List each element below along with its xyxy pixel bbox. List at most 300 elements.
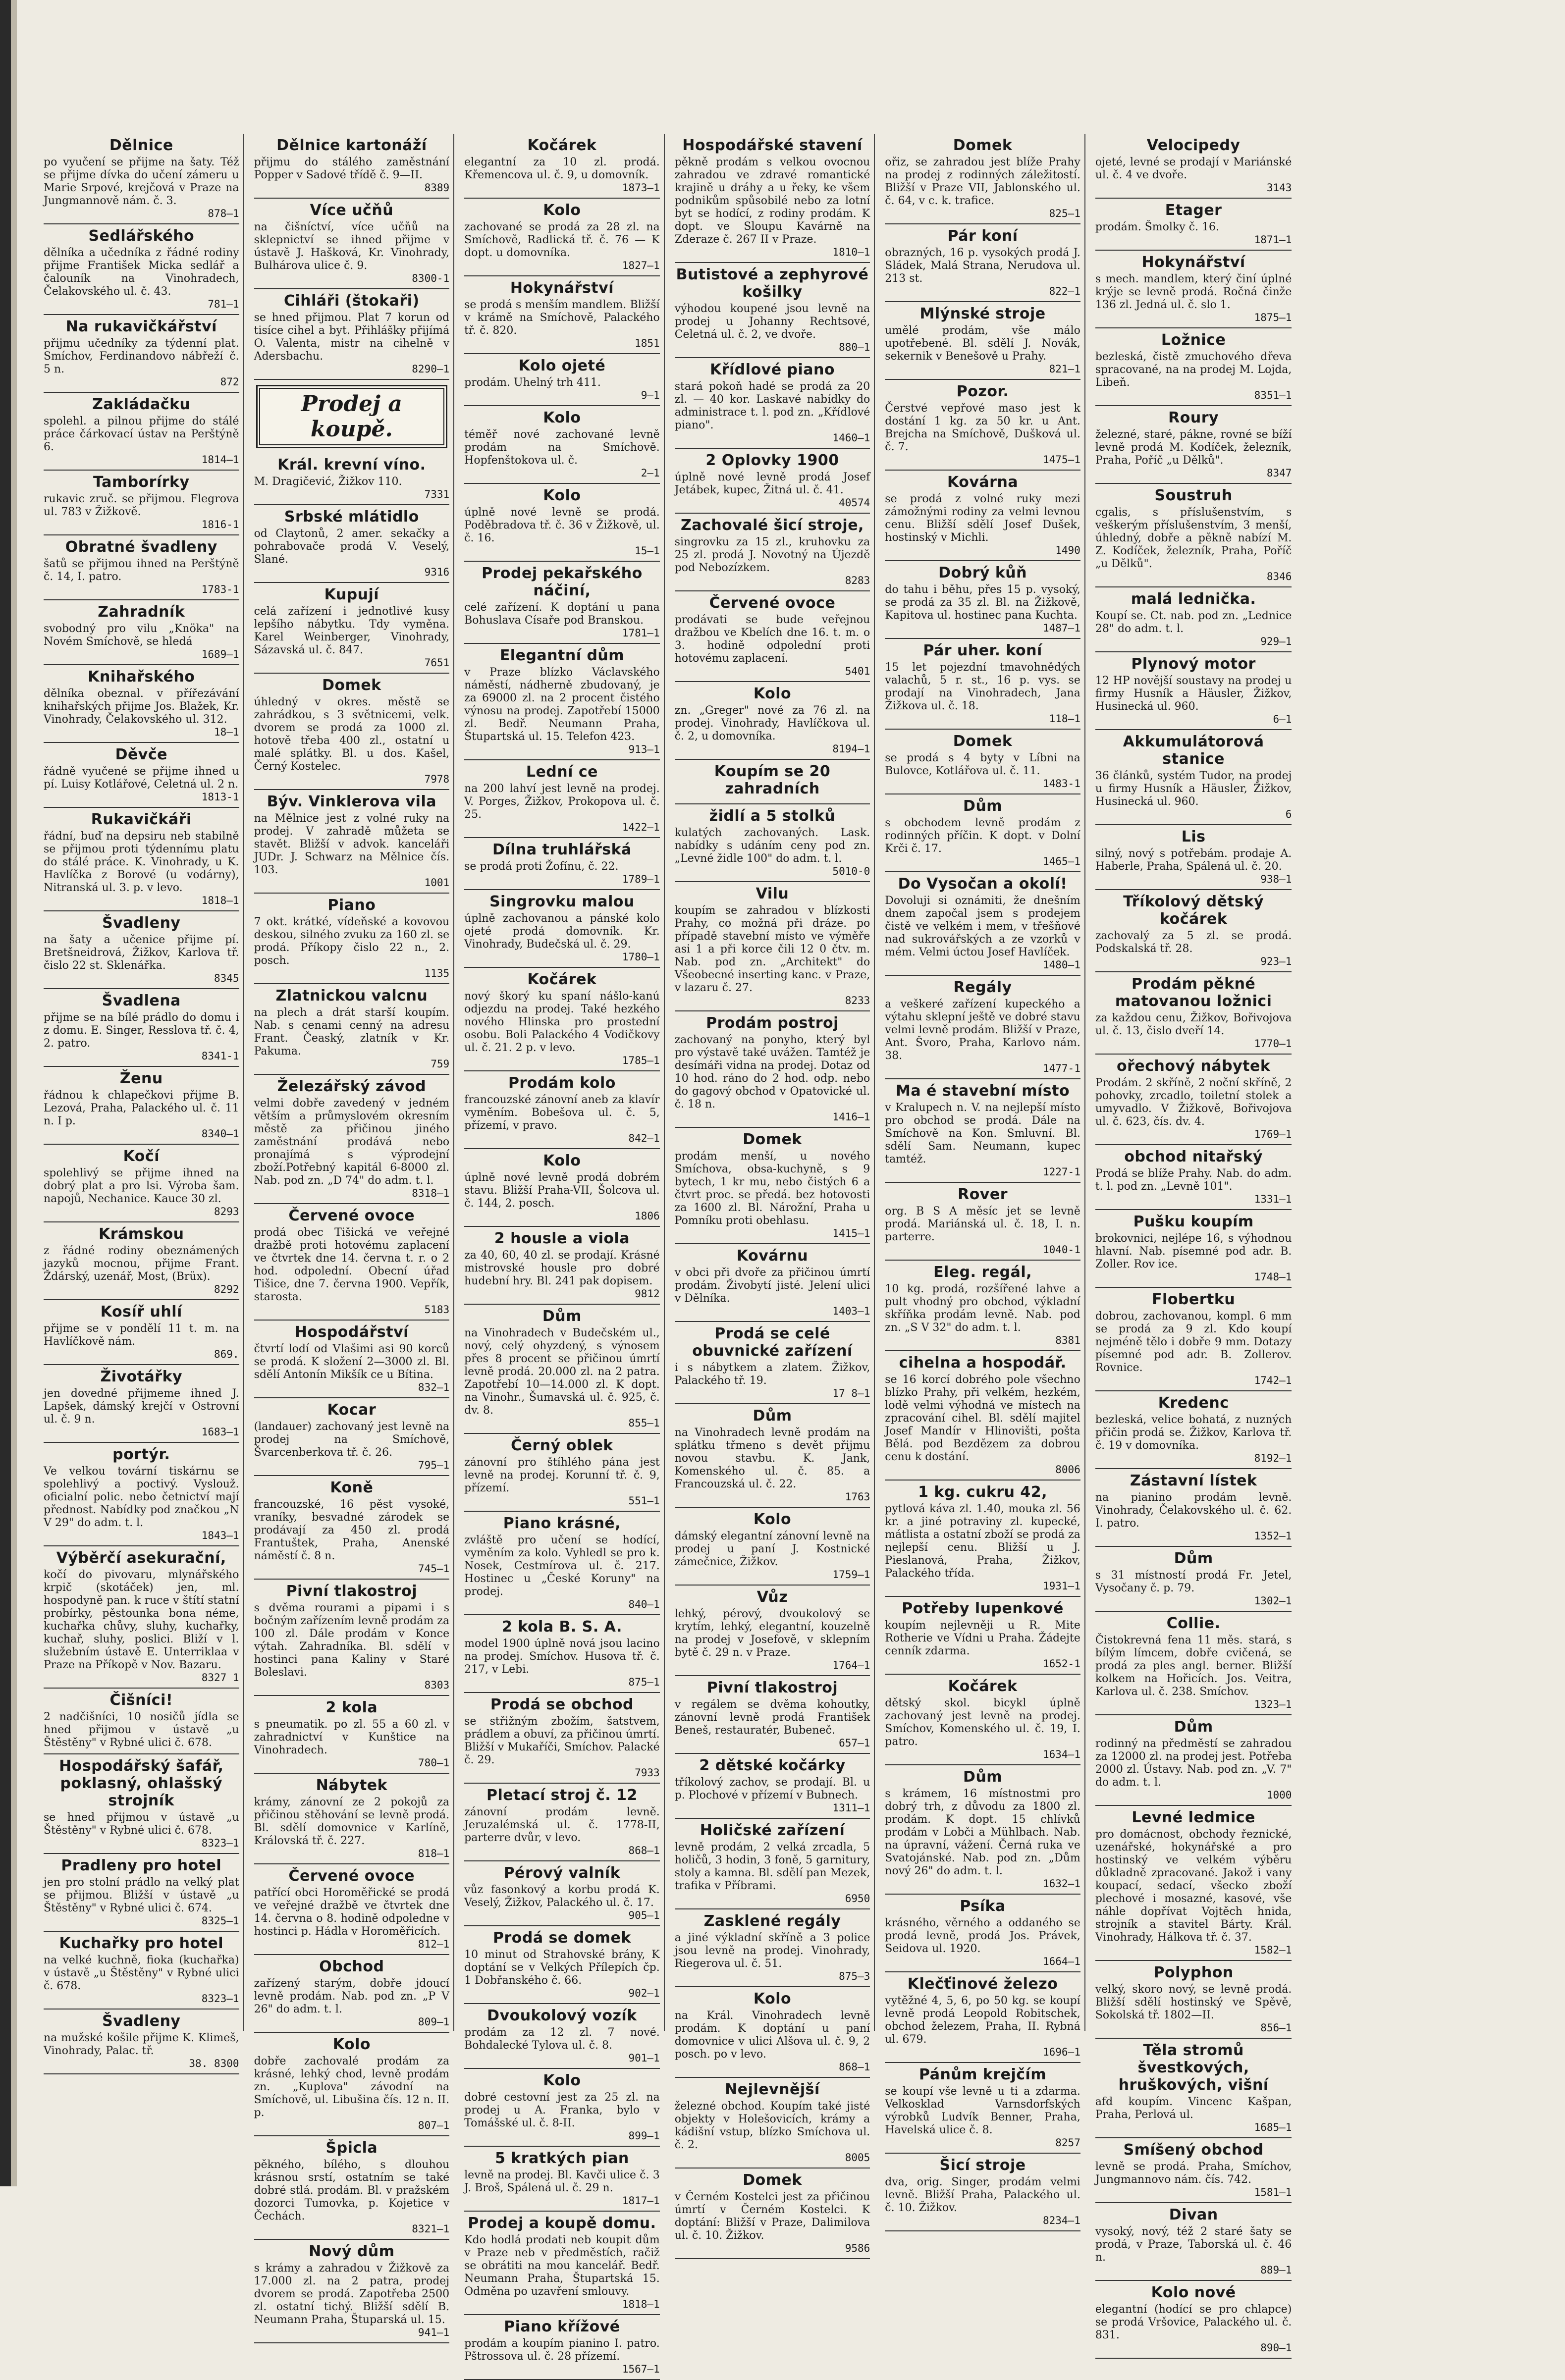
ad-heading: Domek <box>322 677 381 694</box>
ad-body: cgalis, s příslušenstvím, s veškerým příslušenstvím, 3 menší, úhledný, dobře a pěkně nabízí M. Z. Kodíček, železník, Praha, Poříč „u Dělků". <box>1095 506 1292 570</box>
ad-number: 868—1 <box>839 2061 870 2073</box>
ad-heading: Soustruh <box>1154 487 1233 504</box>
ad-number: 1685—1 <box>1254 2121 1292 2133</box>
ad-number: 1475—1 <box>1042 454 1080 466</box>
ad-body: na Vinohradech v Budečském ul., nový, celý ohyzdený, s výnosem přes 8 procent se přičinou úmrtí levně prodá. 20.000 zl. na 2 patra. Zapotřebí 10—14.000 zl. K dopt. na Vinohr., Šumavská ul. č. 925, č. dv. 8. <box>464 1327 660 1417</box>
classified-columns <box>40 134 1506 2375</box>
ad-body: jen dovedné přijmeme ihned J. Lapšek, dámský krejčí v Ostrovní ul. č. 9 n. <box>44 1387 239 1426</box>
classified-ad <box>1095 730 1292 825</box>
classified-ad <box>464 484 660 562</box>
ad-number: 5183 <box>424 1304 450 1316</box>
ad-number: 1652-1 <box>1042 1658 1080 1670</box>
ad-heading: Plynový motor <box>1131 655 1256 673</box>
ad-body: čtvrtí lodí od Vlašimi asi 90 korců se prodá. K složení 2—3000 zl. Bl. sdělí Antonín Mikšík ce u Bítina. <box>254 1343 450 1381</box>
ad-number: 1817—1 <box>622 2195 660 2207</box>
ad-heading: Král. krevní víno. <box>277 456 426 474</box>
ad-number: 890—1 <box>1260 2342 1292 2354</box>
classified-ad <box>464 134 660 199</box>
ad-heading: Kolo <box>543 1152 581 1169</box>
ad-heading: Polyphon <box>1153 1964 1234 1981</box>
ad-number: 5010-0 <box>832 865 870 877</box>
ad-number: 8303 <box>424 1679 450 1691</box>
ad-number: 902—1 <box>628 1987 660 1999</box>
paper-edge <box>11 0 17 2186</box>
ad-body: se koupí vše levně u ti a zdarma. Velkosklad Varnsdorfských výrobků Ludvík Benner, Praha, Havelská ulice č. 8. <box>885 2085 1080 2136</box>
ad-body: zánovní prodám levně. Jeruzalémská ul. č. 1778-II, parterre dvůr, v levo. <box>464 1806 660 1844</box>
ad-heading: Kolo <box>753 685 792 702</box>
ad-heading: Mlýnské stroje <box>919 305 1046 322</box>
ad-body: úhledný v okres. městě se zahrádkou, s 3 světnicemi, velk. dvorem se prodá za 1000 zl. hotově třeba 400 zl., ostatní u malé splátky. Bl. u dos. Kašel, Černý Kostelec. <box>254 696 450 773</box>
ad-number: 781—1 <box>208 298 239 310</box>
classified-ad <box>1095 406 1292 484</box>
ad-number: 7331 <box>424 488 450 500</box>
ad-body: elegantní za 10 zl. prodá. Křemencova ul. č. 9, u domovník. <box>464 156 660 181</box>
ad-heading: cihelna a hospodář. <box>899 1354 1067 1372</box>
ad-body: od Claytonů, 2 amer. sekačky a pohrabovače prodá V. Veselý, Slané. <box>254 528 450 566</box>
ad-heading: Pušku koupím <box>1133 1213 1254 1230</box>
ad-heading: Piano křížové <box>504 2318 620 2335</box>
ad-number: 1683—1 <box>201 1426 239 1438</box>
ad-heading: Prodá se celé obuvnické zařízení <box>692 1325 853 1360</box>
classified-ad <box>885 1261 1080 1351</box>
ad-heading: Krámskou <box>99 1225 184 1243</box>
classified-ad <box>254 1398 450 1476</box>
classified-ad <box>1095 1288 1292 1391</box>
ad-heading: Červené ovoce <box>288 1867 415 1885</box>
ad-body: téměř nové zachované levně prodám na Smíchově. Hopfenštokova ul. č. <box>464 428 660 467</box>
ad-heading: Červené ovoce <box>288 1207 415 1224</box>
ad-heading: Zástavní lístek <box>1130 1472 1257 1489</box>
ad-body: velký, skoro nový, se levně prodá. Bližší sdělí hostinský ve Spěvě, Sokolská tř. 1802—II. <box>1095 1983 1292 2021</box>
ad-heading: Kocar <box>327 1401 377 1419</box>
ad-heading: Eleg. regál, <box>933 1264 1032 1281</box>
classified-ad <box>464 562 660 644</box>
ad-heading: Kredenc <box>1158 1394 1229 1412</box>
classified-ad <box>885 1183 1080 1261</box>
ad-heading: Pletací stroj č. 12 <box>486 1787 638 1804</box>
ad-body: v obci při dvoře za přičinou úmrtí prodám. Živobytí jisté. Jelení ulici v Dělníka. <box>674 1267 870 1305</box>
ad-heading: Kosíř uhlí <box>100 1303 182 1321</box>
ad-body: krásného, věrného a oddaného se prodá levně, prodá Jos. Právek, Seidova ul. 1920. <box>885 1917 1080 1955</box>
ad-heading: Psíka <box>960 1898 1006 1915</box>
ad-number: 1806 <box>635 1210 660 1222</box>
classified-ad <box>254 790 450 894</box>
ad-body: úplně nové levně prodá Josef Jetábek, kupec, Žitná ul. č. 41. <box>674 471 870 496</box>
ad-number: 780—1 <box>418 1757 450 1769</box>
ad-heading: Více učňů <box>310 202 394 219</box>
ad-number: 15—1 <box>635 545 660 557</box>
ad-heading: Kolo <box>543 487 581 504</box>
ad-number: 809—1 <box>418 2016 450 2028</box>
ad-number: 7978 <box>424 773 450 785</box>
classified-ad <box>885 730 1080 794</box>
ad-heading: Zahradník <box>98 603 185 621</box>
ad-number: 1781—1 <box>622 627 660 639</box>
ad-number: 1789—1 <box>622 873 660 885</box>
classified-ad <box>675 2078 870 2168</box>
classified-ad <box>464 2212 660 2315</box>
ad-heading: Flobertku <box>1152 1291 1236 1308</box>
classified-ad <box>1095 1547 1292 1612</box>
ad-body: bezleská, čistě zmuchového dřeva spracované, na na prodej M. Lojda, Libeň. <box>1095 351 1292 389</box>
ad-body: v Černém Kostelci jest za přičinou úmrtí v Černém Kostelci. K doptání: Bližší v Praze, Dalimilova ul. č. 10. Žižkov. <box>674 2191 870 2242</box>
ad-number: 1487—1 <box>1042 622 1080 634</box>
classified-ad <box>464 838 660 890</box>
classified-ad <box>1095 652 1292 730</box>
ad-heading: Rukavičkáři <box>91 811 192 828</box>
ad-number: 1696—1 <box>1042 2046 1080 2058</box>
ad-body: přijmu do stálého zaměstnání Popper v Sadové třídě č. 9—II. <box>254 156 450 181</box>
ad-body: dětský skol. bicykl úplně zachovaný jest levně na prodej. Smíchov, Komenského ul. č. 19, I. patro. <box>885 1697 1080 1748</box>
ad-heading: Prodám kolo <box>508 1074 616 1092</box>
classified-ad <box>1095 134 1292 199</box>
ad-body: vysoký, nový, též 2 staré šaty se prodá, v Praze, Taborská ul. č. 46 n. <box>1095 2225 1292 2264</box>
ad-number: 1816-1 <box>201 519 239 530</box>
ad-heading: Koupím se 20 zahradních <box>714 763 831 797</box>
classified-ad <box>675 804 870 882</box>
ad-number: 1810—1 <box>832 246 870 258</box>
ad-heading: Sedlářského <box>88 227 195 245</box>
classified-ad <box>44 743 239 808</box>
ad-body: koupím nejlevněji u R. Mite Rotherie ve Vídni u Praha. Žádejte cenník zdarma. <box>885 1619 1080 1657</box>
ad-heading: Prodá se obchod <box>490 1696 634 1713</box>
classified-ad <box>464 2069 660 2147</box>
classified-ad <box>464 1305 660 1434</box>
ad-body: spolehl. a pilnou přijme do stálé práce čárkovací ústav na Perštýně 6. <box>44 415 239 453</box>
ad-body: na Vinohradech levně prodám na splátku třmeno s devět přijmu novou stavbu. K. Jank, Komenského ul. č. 85. a Francouzská ul. č. 22. <box>674 1427 870 1490</box>
ad-heading: Dům <box>963 1768 1003 1786</box>
ad-heading: Prodám pěkné matovanou ložnici <box>1115 975 1272 1010</box>
ad-number: 18—1 <box>214 726 239 738</box>
ad-body: vytěžné 4, 5, 6, po 50 kg. se koupí levně prodá Leopold Robitschek, obchod železem, Praha, II. Rybná ul. 679. <box>885 1995 1080 2046</box>
classified-ad <box>885 1675 1080 1765</box>
ad-number: 901—1 <box>628 2052 660 2064</box>
ad-body: celé zařízení. K doptání u pana Bohuslava Císaře pod Branskou. <box>464 601 660 627</box>
classified-ad <box>44 315 239 393</box>
ad-heading: Kuchařky pro hotel <box>59 1935 224 1952</box>
classified-ad <box>464 968 660 1071</box>
ad-heading: Zasklené regály <box>703 1912 841 1930</box>
classified-ad <box>464 354 660 406</box>
ad-heading: Piano <box>327 897 376 914</box>
ad-body: 15 let pojezdní tmavohnědých valachů, 5 r. st., 16 p. vys. se prodají na Vinohradech, Jana Žižkova ul. č. 18. <box>885 661 1080 712</box>
ad-body: tříkolový zachov, se prodají. Bl. u p. Plochové v přízemí v Bubnech. <box>674 1776 870 1801</box>
ad-body: v regálem se dvěma kohoutky, zánovní levně prodá František Beneš, restauratér, Bubeneč. <box>674 1698 870 1737</box>
classified-ad <box>464 1615 660 1693</box>
ad-number: 6 <box>1285 808 1292 820</box>
ad-heading: Domek <box>743 2171 802 2189</box>
classified-ad <box>44 808 239 911</box>
classified-ad <box>675 1909 870 1987</box>
classified-ad <box>885 1597 1080 1675</box>
ad-heading: Kočí <box>123 1148 160 1165</box>
ad-heading: Roury <box>1168 409 1219 426</box>
ad-heading: 2 kola <box>325 1699 378 1716</box>
ad-body: s dvěma rourami a pipami i s bočným zařízením levně prodám za 100 zl. Dále prodám v Konce výtah. Zahradníka. Bl. sdělí v hostinci pana Kaliny v Staré Boleslavi. <box>254 1602 450 1679</box>
ad-body: řádní, buď na depsiru neb stabilně se přijmou proti týdennímu platu do stálé práce. K. Vinohrady, u K. Havlíčka z Borové (u vodárny), Nitranská ul. 3. p. v levo. <box>44 830 239 894</box>
ad-body: francouzské, 16 pěst vysoké, vraníky, besvadné zárodek se prodávají za 450 zl. prodá Frantuštek, Praha, Anenské náměstí č. 8 n. <box>254 1498 450 1562</box>
ad-number: 1323—1 <box>1254 1698 1292 1710</box>
ad-body: na Mělnice jest z volné ruky na prodej. V zahradě můžeta se stavět. Bližší v advok. kanceláři JUDr. J. Schwarz na Mělnice čís. 103. <box>254 812 450 876</box>
ad-heading: ořechový nábytek <box>1116 1058 1271 1075</box>
ad-body: lehký, pérový, dvoukolový se krytím, lehký, elegantní, kouzelně na prodej v Josefově, v sklepním bytě č. 29 n. v Praze. <box>674 1608 870 1659</box>
ad-number: 1664—1 <box>1042 1956 1080 1967</box>
ad-number: 9586 <box>845 2242 870 2254</box>
classified-ad <box>1095 1612 1292 1715</box>
classified-ad <box>885 1972 1080 2063</box>
classified-ad <box>464 276 660 354</box>
ad-heading: Lis <box>1181 828 1206 846</box>
classified-ad <box>44 1754 239 1854</box>
ad-heading: Domek <box>953 137 1013 154</box>
ad-body: singrovku za 15 zl., kruhovku za 25 zl. prodá J. Novotný na Újezdě pod Nebozízkem. <box>674 536 870 574</box>
ad-heading: Dům <box>1174 1550 1213 1567</box>
ad-body: levně na prodej. Bl. Kavči ulice č. 3 J. Broš, Spálená ul. č. 29 n. <box>464 2169 660 2194</box>
ad-number: 1302—1 <box>1254 1595 1292 1607</box>
ad-number: 38. 8300 <box>189 2058 239 2069</box>
ad-number: 8327 1 <box>201 1672 239 1684</box>
classified-ad <box>1095 2281 1292 2359</box>
ad-number: 869. <box>214 1348 239 1360</box>
ad-number: 1567—1 <box>622 2363 660 2375</box>
ad-number: 1465—1 <box>1042 855 1080 867</box>
ad-body: Koupí se. Ct. nab. pod zn. „Lednice 28" do adm. t. l. <box>1095 610 1292 635</box>
ad-number: 1875—1 <box>1254 312 1292 323</box>
classified-ad <box>675 1819 870 1909</box>
ad-number: 795—1 <box>418 1459 450 1471</box>
ad-body: na pianino prodám levně. Vinohrady, Čelakovského ul. č. 62. I. patro. <box>1095 1491 1292 1530</box>
ad-number: 1040-1 <box>1042 1244 1080 1256</box>
ad-heading: Nábytek <box>316 1777 388 1794</box>
ad-body: řádnou k chlapečkovi přijme B. Lezová, Praha, Palackého ul. č. 11 n. I p. <box>44 1089 239 1127</box>
ad-body: prodám a koupím pianino I. patro. Pštrossova ul. č. 28 přízemí. <box>464 2337 660 2363</box>
classified-ad <box>44 1067 239 1145</box>
classified-ad <box>464 1926 660 2004</box>
classified-ad <box>885 2154 1080 2231</box>
ad-body: Prodám. 2 skříně, 2 noční skříně, 2 pohovky, zrcadlo, toiletní stolek a umyvadlo. V Žižkově, Bořivojova ul. č. 623, čís. dv. 4. <box>1095 1077 1292 1128</box>
ad-number: 8005 <box>845 2152 870 2164</box>
classified-ad <box>254 583 450 674</box>
ad-body: s pneumatik. po zl. 55 a 60 zl. v zahradnictví v Kunštice na Vinohradech. <box>254 1718 450 1756</box>
classified-ad <box>44 1222 239 1300</box>
classified-ad <box>254 1774 450 1864</box>
ad-body: v Kralupech n. V. na nejlepší místo pro obchod se prodá. Dále na Smíchově na Kon. Smluvní. Bl. sdělí Sam. Neumann, kupec tamtéž. <box>885 1102 1080 1165</box>
ad-heading: Koně <box>330 1479 374 1496</box>
ad-body: dobrou, zachovanou, kompl. 6 mm se prodá za 9 zl. Kdo koupí nejméně tělo i dobře 9 mm. Dotazy písemné pod adr. B. Zollerov. Rovnice. <box>1095 1310 1292 1374</box>
ad-heading: Švadlena <box>102 992 181 1009</box>
classified-ad <box>885 1079 1080 1183</box>
ad-heading: Ložnice <box>1161 331 1226 349</box>
classified-ad <box>44 600 239 665</box>
ad-heading: Kupují <box>324 586 379 603</box>
ad-body: Ve velkou tovární tiskárnu se spolehlivý a poctivý. Vyslouž. oficialní polic. nebo četnictví mají přednost. Nabídky pod značkou „N V 29" do adm. t. l. <box>44 1465 239 1529</box>
classified-ad <box>675 1586 870 1676</box>
ad-heading: Lední ce <box>526 763 598 781</box>
ad-number: 832—1 <box>418 1381 450 1393</box>
ad-number: 8192—1 <box>1254 1452 1292 1464</box>
ad-heading: Tamborírky <box>93 474 190 491</box>
ad-number: 941—1 <box>418 2327 450 2338</box>
ad-body: dobré cestovní jest za 25 zl. na prodej u A. Franka, bylo v Tomášské ul. č. 8-II. <box>464 2091 660 2129</box>
ad-number: 1415—1 <box>832 1227 870 1239</box>
ad-number: 1871—1 <box>1254 234 1292 246</box>
classified-ad <box>464 1227 660 1305</box>
ad-heading: Kovárna <box>947 474 1019 491</box>
classified-ad <box>1095 2039 1292 2138</box>
ad-body: s krámy a zahradou v Žižkově za 17.000 zl. na 2 patra, prodej dvorem se prodá. Zapotřeba 2500 zl. ostatní tichý. Bližší sdělí B. Neumann Praha, Štuparská ul. 15. <box>254 2262 450 2326</box>
classified-ad <box>675 1404 870 1508</box>
ad-number: 1480—1 <box>1042 959 1080 971</box>
ad-heading: Prodej pekařského náčiní, <box>482 565 643 599</box>
classified-ad <box>44 1546 239 1689</box>
ad-number: 840—1 <box>628 1598 660 1610</box>
classified-ad <box>1095 251 1292 328</box>
ad-body: prodám menší, u nového Smíchova, obsa-kuchyně, s 9 bytech, 1 kr mu, nebo čistých 6 a čtvrt proc. se předá. bez hotovosti za 1600 zl. Bl. Nárožní, Praha u Pomníku proti obehlasu. <box>674 1150 870 1227</box>
ad-body: kulatých zachovaných. Lask. nabídky s udáním ceny pod zn. „Levné židle 100" do adm. t. l. <box>674 827 870 865</box>
ad-body: 36 článků, systém Tudor, na prodej u firmy Husník a Häusler, Žižkov, Husinecká ul. 960. <box>1095 770 1292 808</box>
ad-body: zánovní pro štíhlého pána jest levně na prodej. Korunní tř. č. 9, přízemí. <box>464 1456 660 1494</box>
ad-heading: Hospodářské stavení <box>682 137 863 154</box>
ad-number: 1931—1 <box>1042 1580 1080 1592</box>
ad-body: zařízený starým, dobře jdoucí levně prodám. Nab. pod zn. „P V 26" do adm. t. l. <box>254 1977 450 2015</box>
column-4 <box>671 134 875 2254</box>
classified-ad <box>254 1476 450 1580</box>
ad-number: 7651 <box>424 657 450 669</box>
ad-heading: Švadleny <box>102 914 181 932</box>
classified-ad <box>44 535 239 600</box>
ad-number: 8323—1 <box>201 1837 239 1849</box>
ad-heading: Prodá se domek <box>492 1929 631 1947</box>
ad-body: na Král. Vinohradech levně prodám. K doptání u paní domovnice v ulici Alšova ul. č. 9, 2 posch. po v levo. <box>674 2010 870 2061</box>
ad-number: 1843—1 <box>201 1530 239 1541</box>
ad-body: nový škorý ku spaní nášlo-kanú odjezdu na prodej. Také hezkého nového Hlinska pro prostední osobu. Boli Palackého 4 Vodičkovy ul. č. 21. 2 p. v levo. <box>464 990 660 1054</box>
ad-body: pěkně prodám s velkou ovocnou zahradou ve zdravé romantické krajině u dráhy a u řeky, ke všem podnikům spůsobilé nebo za lotní byt se hodící, z rodiny prodám. K dopt. ve Sloupu Kavárně na Zderaze č. 267 II v Praze. <box>674 156 870 246</box>
ad-body: z řádné rodiny obeznámených jazyků mocnou, přijme Frant. Ždárský, uzenář, Most, (Brüx). <box>44 1245 239 1283</box>
ad-heading: Pár koní <box>947 227 1018 245</box>
ad-heading: Pánům krejčím <box>919 2066 1047 2083</box>
ad-body: s 31 místností prodá Fr. Jetel, Vysočany č. p. 79. <box>1095 1569 1292 1594</box>
classified-ad <box>254 1075 450 1204</box>
ad-number: 821—1 <box>1049 363 1080 375</box>
ad-heading: Na rukavičkářství <box>65 318 217 335</box>
ad-number: 1000 <box>1266 1789 1292 1801</box>
ad-body: levně prodám, 2 velká zrcadla, 5 holičů, 3 hodin, 3 foně, 5 garnitury, stoly a kamna. Bl. sdělí pan Mezek, trafika v Příbrami. <box>674 1841 870 1892</box>
classified-ad <box>254 289 450 380</box>
ad-body: levně se prodá. Praha, Smíchov, Jungmannovo nám. čís. 742. <box>1095 2161 1292 2186</box>
ad-heading: Vilu <box>756 885 789 902</box>
ad-number: 929—1 <box>1260 635 1292 647</box>
ad-body: stará pokoň hadé se prodá za 20 zl. — 40 kor. Laskavé nabídky do administrace t. l. pod zn. „Křídlové piano". <box>674 380 870 431</box>
ad-body: umělé prodám, vše málo upotřebené. Bl. sdělí J. Novák, sekernik v Benešově u Prahy. <box>885 324 1080 363</box>
ad-heading: 2 housle a viola <box>494 1230 630 1247</box>
ad-body: na mužské košile přijme K. Klimeš, Vinohrady, Palac. tř. <box>44 2032 239 2057</box>
classified-ad <box>254 505 450 583</box>
ad-heading: Rover <box>958 1186 1008 1203</box>
classified-ad <box>1095 1961 1292 2039</box>
ad-number: 8234—1 <box>1042 2215 1080 2226</box>
ad-number: 822—1 <box>1049 285 1080 297</box>
ad-body: Kdo hodlá prodati neb koupit dům v Praze neb v předměstích, račiž se obrátiti na mou kancelář. Bedř. Neumann Praha, Štupartská 15. Odměna po uzavření smlouvy. <box>464 2234 660 2298</box>
ad-heading: Do Vysočan a okolí! <box>898 875 1068 893</box>
ad-heading: Šicí stroje <box>939 2157 1026 2174</box>
ad-number: 8233 <box>845 995 870 1006</box>
classified-ad <box>254 134 450 199</box>
ad-body: na 200 lahví jest levně na prodej. V. Porges, Žižkov, Prokopova ul. č. 25. <box>464 783 660 821</box>
ad-number: 8341-1 <box>201 1050 239 1062</box>
classified-ad <box>254 2240 450 2343</box>
classified-ad <box>254 1955 450 2033</box>
ad-number: 657—1 <box>839 1737 870 1749</box>
classified-ad <box>464 760 660 838</box>
ad-heading: Špicla <box>325 2139 378 2157</box>
ad-number: 868—1 <box>628 1845 660 1856</box>
ad-body: org. B S A měsíc jet se levně prodá. Mariánská ul. č. 18, I. n. parterre. <box>885 1205 1080 1243</box>
ad-number: 8006 <box>1055 1464 1080 1476</box>
ad-number: 8323—1 <box>201 1993 239 2005</box>
ad-heading: Cihláři (štokaři) <box>283 292 420 310</box>
ad-number: 8257 <box>1055 2137 1080 2149</box>
ad-number: 872 <box>220 376 239 388</box>
ad-body: 10 minut od Strahovské brány, K doptání se v Velkých Přílepích čp. 1 Dobřanského č. 66. <box>464 1949 660 1987</box>
ad-body: prodám. Uhelný trh 411. <box>464 376 601 389</box>
classified-ad <box>44 1145 239 1222</box>
classified-ad <box>675 514 870 591</box>
ad-body: 10 kg. prodá, rozšířené lahve a pult vhodný pro obchod, výkladní skříňka prodám levně. Nab. pod zn. „S V 32" do adm. t. l. <box>885 1283 1080 1334</box>
ad-number: 812—1 <box>418 1938 450 1950</box>
ad-number: 8345 <box>214 972 239 984</box>
ad-number: 1460—1 <box>832 432 870 444</box>
classified-ad <box>464 1149 660 1227</box>
ad-body: úplně nové levně prodá dobrém stavu. Bližší Praha-VII, Šolcova ul. č. 144, 2. posch. <box>464 1171 660 1210</box>
ad-heading: 1 kg. cukru 42, <box>918 1483 1048 1501</box>
ad-heading: Potřeby lupenkové <box>902 1600 1064 1617</box>
ad-heading: Hokynářství <box>1141 254 1245 271</box>
ad-number: 8389 <box>424 182 450 194</box>
ad-heading: Regály <box>953 979 1012 996</box>
classified-ad <box>464 1434 660 1512</box>
classified-ad <box>1095 1210 1292 1288</box>
ad-body: řádně vyučené se přijme ihned u pí. Luisy Kotlářové, Celetná ul. 2 n. <box>44 765 239 791</box>
ad-number: 17 8—1 <box>832 1387 870 1399</box>
ad-heading: Zachovalé šicí stroje, <box>681 517 864 534</box>
classified-ad <box>44 1854 239 1932</box>
ad-body: dva, orig. Singer, prodám velmi levně. Bližší Praha, Palackého ul. č. 10. Žižkov. <box>885 2176 1080 2214</box>
ad-number: 8381 <box>1055 1334 1080 1346</box>
classified-ad <box>44 1932 239 2010</box>
classified-ad <box>44 2010 239 2074</box>
ad-number: 1763 <box>845 1491 870 1503</box>
ad-heading: Ma é stavební místo <box>896 1082 1070 1100</box>
ad-heading: Pérový valník <box>503 1864 621 1882</box>
classified-ad <box>44 665 239 743</box>
ad-heading: židlí a 5 stolků <box>709 807 836 825</box>
ad-number: 818—1 <box>418 1848 450 1859</box>
ad-body: vůz fasonkový a korbu prodá K. Veselý, Žižkov, Palackého ul. č. 17. <box>464 1884 660 1909</box>
ad-number: 1490 <box>1055 544 1080 556</box>
ad-number: 1311—1 <box>832 1802 870 1814</box>
ad-body: elegantní (hodící se pro chlapce) se prodá Vršovice, Palackého ul. č. 831. <box>1095 2303 1292 2341</box>
ad-number: 1783-1 <box>201 583 239 595</box>
ad-heading: Dvoukolový vozík <box>487 2007 637 2024</box>
ad-body: koupím se zahradou v blízkosti Prahy, co možná při dráze. po případě stavební místo ve výměře asi 1 a při korce čili 12 0 čtv. m. Nab. pod zn. „Architekt" do Všeobecné inserting kanc. v Praze, v lazaru č. 27. <box>674 904 870 994</box>
ad-number: 1227-1 <box>1042 1166 1080 1178</box>
ad-heading: Kolo nové <box>1151 2284 1236 2301</box>
classified-ad <box>1095 2138 1292 2203</box>
ad-heading: Prodej a koupě domu. <box>468 2215 656 2232</box>
ad-number: 875—1 <box>628 1676 660 1688</box>
ad-number: 2—1 <box>641 467 660 479</box>
classified-ad <box>1095 484 1292 587</box>
